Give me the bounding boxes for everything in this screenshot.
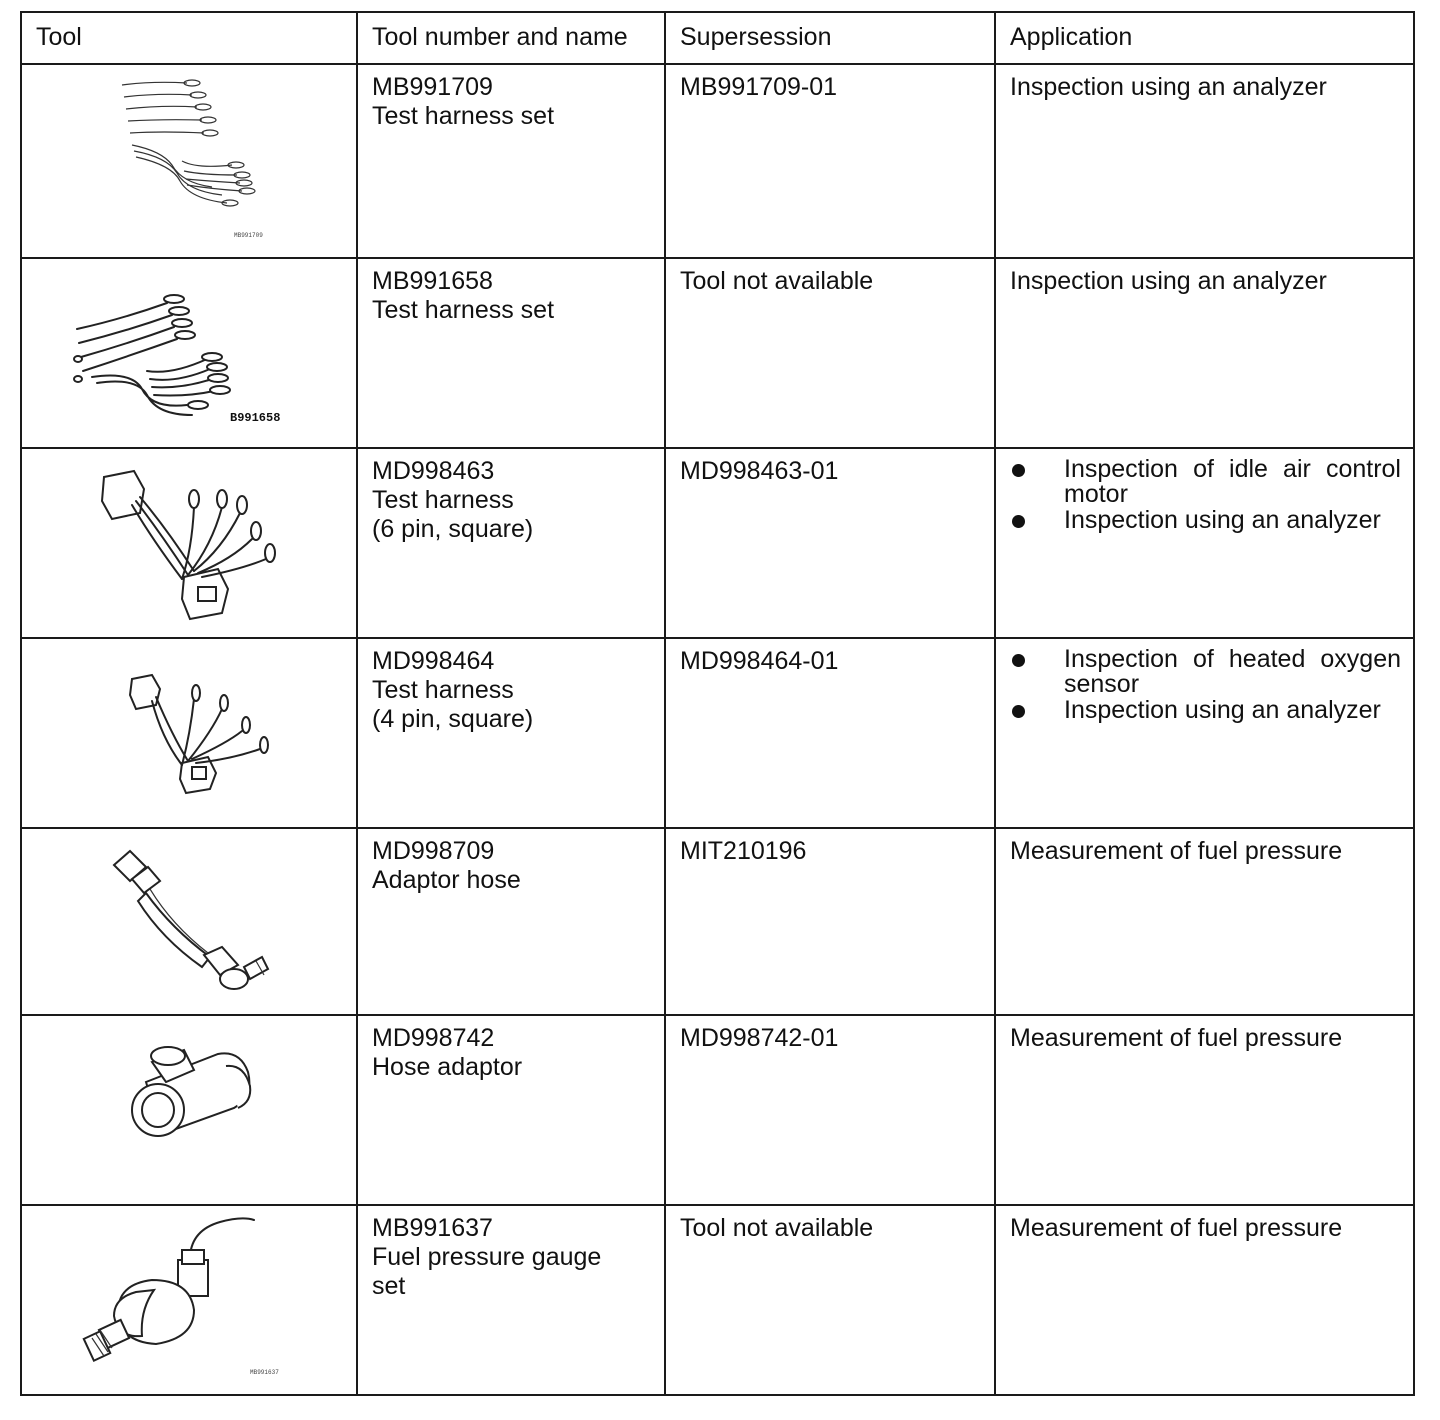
tool-number-and-name — [357, 258, 665, 448]
table-row — [21, 448, 1414, 638]
list-item — [1010, 647, 1401, 697]
hose-adaptor-drawing — [22, 1016, 356, 1204]
supersession: MD998742-01 — [665, 1015, 995, 1205]
tool-number-and-name — [357, 448, 665, 638]
list-item — [1010, 508, 1401, 533]
supersession: MB991709-01 — [665, 64, 995, 258]
application — [995, 1015, 1414, 1205]
adaptor-hose-drawing — [22, 829, 356, 1014]
tool-image-code: MB991709 — [234, 232, 263, 239]
tool-name-line: (6 pin, square) — [372, 515, 534, 543]
table-row — [21, 828, 1414, 1015]
bullet-icon — [1012, 654, 1025, 667]
tool-number-and-name — [357, 828, 665, 1015]
tool-image-cell — [21, 448, 357, 638]
table-row — [21, 638, 1414, 828]
supersession: Tool not available — [665, 1205, 995, 1395]
list-item — [1010, 457, 1401, 507]
tool-number: MD998464 — [372, 647, 495, 675]
table-row — [21, 1015, 1414, 1205]
fuel-pressure-gauge-drawing — [22, 1206, 356, 1394]
application-text: Inspection using an analyzer — [1010, 267, 1327, 295]
tool-number-and-name — [357, 1015, 665, 1205]
application — [995, 448, 1414, 638]
header-tool-number-and-name: Tool number and name — [357, 12, 665, 64]
four-pin-test-harness-drawing — [22, 639, 356, 827]
header-application: Application — [995, 12, 1414, 64]
tool-image-code: MB991637 — [250, 1369, 279, 1376]
application-text: Inspection of idle air control motor — [1064, 455, 1401, 508]
table-row — [21, 1205, 1414, 1395]
tool-number: MB991658 — [372, 267, 493, 295]
tool-image-code: B991658 — [230, 411, 281, 425]
application-text: Inspection using an analyzer — [1010, 73, 1327, 101]
tool-number: MD998709 — [372, 837, 495, 865]
tool-name-line: Adaptor hose — [372, 866, 521, 894]
special-tools-table — [20, 11, 1415, 1396]
header-supersession: Supersession — [665, 12, 995, 64]
application — [995, 258, 1414, 448]
test-harness-set-drawing — [22, 259, 356, 447]
tool-name-line: Test harness — [372, 486, 514, 514]
header-tool: Tool — [21, 12, 357, 64]
application-text: Measurement of fuel pressure — [1010, 837, 1343, 865]
tool-name-line: set — [372, 1272, 406, 1300]
test-harness-set-drawing — [22, 65, 356, 257]
tool-name-line: Fuel pressure gauge — [372, 1243, 602, 1271]
bullet-icon — [1012, 515, 1025, 528]
tool-number-and-name — [357, 64, 665, 258]
tool-name-line: Test harness — [372, 676, 514, 704]
tool-number-and-name — [357, 638, 665, 828]
six-pin-test-harness-drawing — [22, 449, 356, 637]
bullet-icon — [1012, 705, 1025, 718]
supersession: Tool not available — [665, 258, 995, 448]
supersession: MD998463-01 — [665, 448, 995, 638]
tool-name-line: Hose adaptor — [372, 1053, 523, 1081]
tool-name-line: Test harness set — [372, 296, 555, 324]
table-row — [21, 64, 1414, 258]
supersession: MD998464-01 — [665, 638, 995, 828]
application-text: Inspection using an analyzer — [1064, 696, 1381, 724]
application — [995, 828, 1414, 1015]
application — [995, 64, 1414, 258]
application-text: Measurement of fuel pressure — [1010, 1214, 1343, 1242]
tool-number: MD998463 — [372, 457, 495, 485]
tool-name-line: Test harness set — [372, 102, 555, 130]
application-text: Measurement of fuel pressure — [1010, 1024, 1343, 1052]
supersession: MIT210196 — [665, 828, 995, 1015]
tool-number: MB991709 — [372, 73, 493, 101]
tool-image-cell — [21, 638, 357, 828]
application-list — [1010, 457, 1401, 533]
table-row — [21, 258, 1414, 448]
list-item — [1010, 698, 1401, 723]
tool-image-cell — [21, 1015, 357, 1205]
application — [995, 638, 1414, 828]
application — [995, 1205, 1414, 1395]
tool-number: MD998742 — [372, 1024, 495, 1052]
tool-image-cell — [21, 258, 357, 448]
tool-image-cell — [21, 64, 357, 258]
tool-number: MB991637 — [372, 1214, 493, 1242]
tool-image-cell — [21, 828, 357, 1015]
application-text: Inspection of heated oxygen sensor — [1064, 645, 1401, 698]
tool-name-line: (4 pin, square) — [372, 705, 534, 733]
bullet-icon — [1012, 464, 1025, 477]
tool-number-and-name — [357, 1205, 665, 1395]
application-list — [1010, 647, 1401, 723]
tool-image-cell — [21, 1205, 357, 1395]
application-text: Inspection using an analyzer — [1064, 506, 1381, 534]
table-header-row — [21, 12, 1414, 64]
